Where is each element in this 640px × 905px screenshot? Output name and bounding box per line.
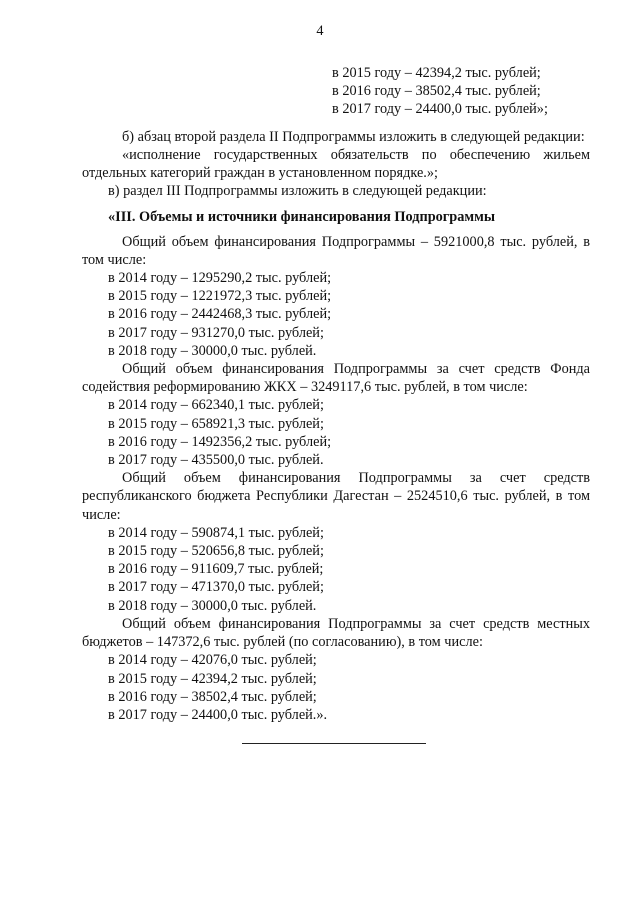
page-number: 4	[316, 23, 324, 39]
list-item: в 2014 году – 662340,1 тыс. рублей;	[108, 397, 324, 414]
list-item: в 2015 году – 42394,2 тыс. рублей;	[332, 65, 541, 81]
list-item: в 2017 году – 435500,0 тыс. рублей.	[108, 452, 324, 469]
section-heading: «III. Объемы и источники финансирования Подпрограммы	[108, 209, 496, 226]
funding-total-intro: Общий объем финансирования Подпрограммы – 5921000,8 тыс. рублей, в том числе:	[82, 233, 590, 268]
list-item: в 2014 году – 590874,1 тыс. рублей;	[108, 524, 324, 541]
list-item: в 2014 году – 1295290,2 тыс. рублей;	[108, 270, 332, 287]
list-item: в 2014 году – 42076,0 тыс. рублей;	[108, 652, 317, 669]
list-item: в 2017 году – 471370,0 тыс. рублей;	[108, 579, 324, 596]
funding-local-intro: Общий объем финансирования Подпрограммы за счет средств местных бюджетов – 147372,6 тыс. рублей (по согласованию), в том числе:	[82, 615, 590, 651]
funding-republic-intro: Общий объем финансирования Подпрограммы за счет средств республиканского бюджета Республики Дагестан – 2524510,6 тыс. рублей, в том числе:	[82, 470, 590, 523]
closing-divider	[242, 743, 426, 744]
list-item: в 2016 году – 1492356,2 тыс. рублей;	[108, 433, 332, 450]
list-item: в 2017 году – 24400,0 тыс. рублей.».	[108, 706, 328, 723]
list-item: в 2015 году – 520656,8 тыс. рублей;	[108, 543, 324, 560]
list-item: в 2015 году – 658921,3 тыс. рублей;	[108, 415, 324, 432]
list-item: в 2015 году – 1221972,3 тыс. рублей;	[108, 288, 332, 305]
list-item: в 2016 году – 38502,4 тыс. рублей;	[332, 83, 541, 100]
amendment-item-b: б) абзац второй раздела II Подпрограммы изложить в следующей редакции:	[122, 128, 585, 145]
document-body	[82, 64, 590, 724]
list-item: в 2018 году – 30000,0 тыс. рублей.	[108, 342, 317, 359]
list-item: в 2016 году – 2442468,3 тыс. рублей;	[108, 306, 332, 323]
list-item: в 2017 году – 931270,0 тыс. рублей;	[108, 324, 324, 341]
amendment-item-v: в) раздел III Подпрограммы изложить в следующей редакции:	[108, 183, 487, 200]
list-item: в 2016 году – 911609,7 тыс. рублей;	[108, 561, 324, 578]
amendment-item-b-quote: «исполнение государственных обязательств по обеспечению жильем отдельных категорий граждан в установленном порядке.»;	[82, 146, 590, 182]
list-item: в 2018 году – 30000,0 тыс. рублей.	[108, 597, 317, 614]
list-item: в 2015 году – 42394,2 тыс. рублей;	[108, 670, 317, 687]
list-item: в 2017 году – 24400,0 тыс. рублей»;	[332, 101, 548, 118]
list-item: в 2016 году – 38502,4 тыс. рублей;	[108, 688, 317, 705]
funding-fund-intro: Общий объем финансирования Подпрограммы за счет средств Фонда содействия реформированию ЖКХ – 3249117,6 тыс. рублей, в том числе:	[82, 361, 590, 396]
